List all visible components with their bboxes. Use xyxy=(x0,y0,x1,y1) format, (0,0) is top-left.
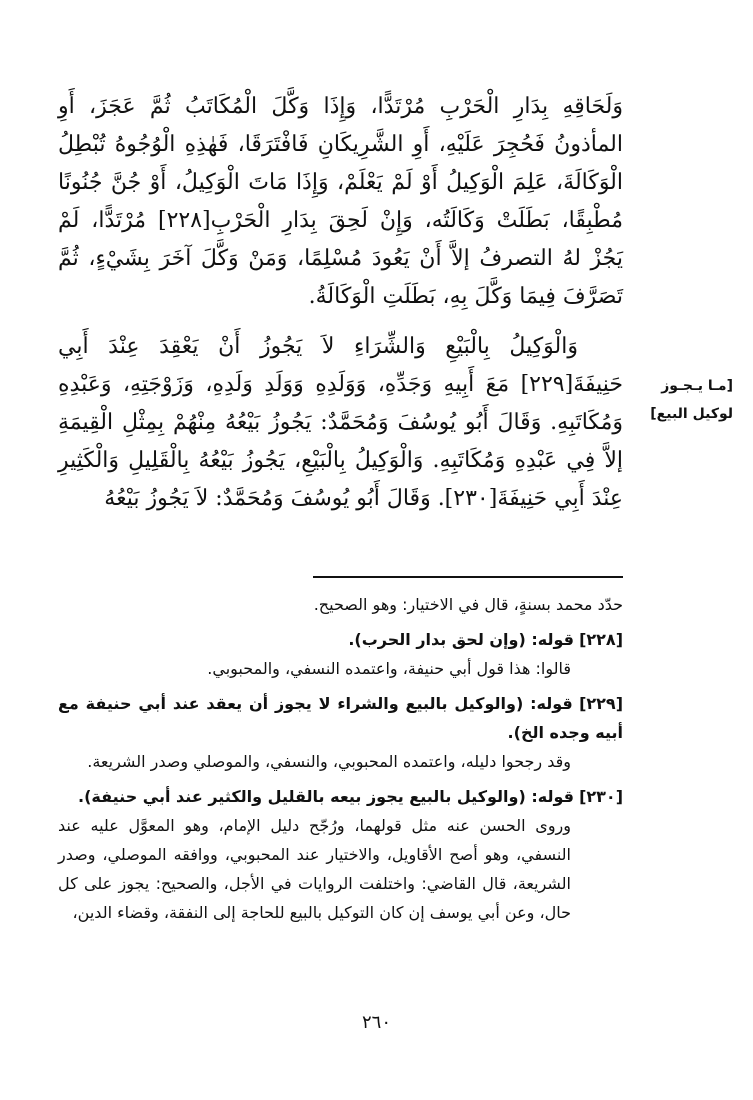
footnote-continuation: حدّد محمد بسنةٍ، قال في الاختيار: وهو الصحيح. xyxy=(313,595,623,614)
footnote-229 xyxy=(58,689,623,776)
footnote-number: [٢٣٠] xyxy=(579,787,623,806)
margin-heading-line-1: [مـا يـجـوز xyxy=(661,378,733,394)
footnote-230 xyxy=(58,782,623,927)
footnote-body: وروى الحسن عنه مثل قولهما، ورُجّح دليل الإمام، وهو المعوَّل عليه عند النسفي، وهو أصح الأقاويل، والاختيار عند المحبوبي، ووافقه الموصلي، وصدر الشريعة، قال القاضي: واختلفت الروايات في الأجل، والصحيح: يجوز على كل حال، وعن أبي يوسف إن كان التوكيل بالبيع للحاجة إلى النفقة، وقضاء الدين، xyxy=(58,816,571,922)
footnote-divider xyxy=(313,576,623,578)
footnote-body: قالوا: هذا قول أبي حنيفة، واعتمده النسفي، والمحبوبي. xyxy=(207,659,571,678)
footnote-heading: قوله: (وإن لحق بدار الحرب). xyxy=(348,630,574,649)
main-paragraph-1: وَلَحَاقِهِ بِدَارِ الْحَرْبِ مُرْتَدًّا، وَإِذَا وَكَّلَ الْمُكَاتَبُ ثُمَّ عَجَزَ، أَوِ المأذونُ فَحُجِرَ عَلَيْهِ، أَوِ الشَّرِيكَانِ فَافْتَرَقَا، فَهٰذِهِ الْوُجُوهُ تُبْطِلُ الْوَكَالَةَ، عَلِمَ الْوَكِيلُ أَوْ لَمْ يَعْلَمْ، وَإِذَا مَاتَ الْوَكِيلُ، أَوْ جُنَّ جُنُونًا مُطْبِقًا، بَطَلَتْ وَكَالَتُه، وَإِنْ لَحِقَ بِدَارِ الْحَرْبِ[٢٢٨] مُرْتَدًّا، لَمْ يَجُزْ لهُ التصرفُ إلاَّ أَنْ يَعُودَ مُسْلِمًا، وَمَنْ وَكَّلَ آخَرَ بِشَيْءٍ، ثُمَّ تَصَرَّفَ فِيمَا وَكَّلَ بِهِ، بَطَلَتِ الْوَكَالَةُ. xyxy=(58,94,624,309)
main-text xyxy=(58,88,623,518)
main-paragraph-2: وَالْوَكِيلُ بِالْبَيْعِ وَالشِّرَاءِ لاَ يَجُوزُ أَنْ يَعْقِدَ عِنْدَ أَبِي حَنِيفَةَ[٢٢٩] مَعَ أَبِيهِ وَجَدِّهِ، وَوَلَدِهِ وَوَلَدِ وَلَدِهِ، وَزَوْجَتِهِ، وَعَبْدِهِ وَمُكَاتَبِهِ. وَقَالَ أَبُو يُوسُفَ وَمُحَمَّدٌ: يَجُوزُ بَيْعُهُ مِنْهُمْ بِمِثْلِ الْقِيمَةِ إلاَّ فِي عَبْدِهِ وَمُكَاتَبِهِ. وَالْوَكِيلُ بِالْبَيْعِ، يَجُوزُ بَيْعُهُ بِالْقَلِيلِ وَالْكَثِيرِ عِنْدَ أَبِي حَنِيفَةَ[٢٣٠]. وَقَالَ أَبُو يُوسُفَ وَمُحَمَّدٌ: لاَ يَجُوزُ بَيْعُهُ xyxy=(58,334,623,511)
footnote-number: [٢٢٨] xyxy=(579,630,623,649)
footnotes xyxy=(58,590,623,927)
footnote-heading: قوله: (والوكيل بالبيع يجوز بيعه بالقليل والكثير عند أبي حنيفة). xyxy=(78,787,574,806)
footnote-number: [٢٢٩] xyxy=(579,694,623,713)
margin-heading-line-2: لوكيل البيع] xyxy=(650,406,733,422)
footnote-body: وقد رجحوا دليله، واعتمده المحبوبي، والنسفي، والموصلي وصدر الشريعة. xyxy=(87,752,571,771)
page-number: ٢٦٠ xyxy=(361,1012,391,1033)
footnote-228 xyxy=(58,625,623,683)
footnote-heading: قوله: (والوكيل بالبيع والشراء لا يجوز أن يعقد عند أبي حنيفة مع أبيه وجده الخ). xyxy=(58,694,623,742)
margin-heading xyxy=(633,372,733,428)
